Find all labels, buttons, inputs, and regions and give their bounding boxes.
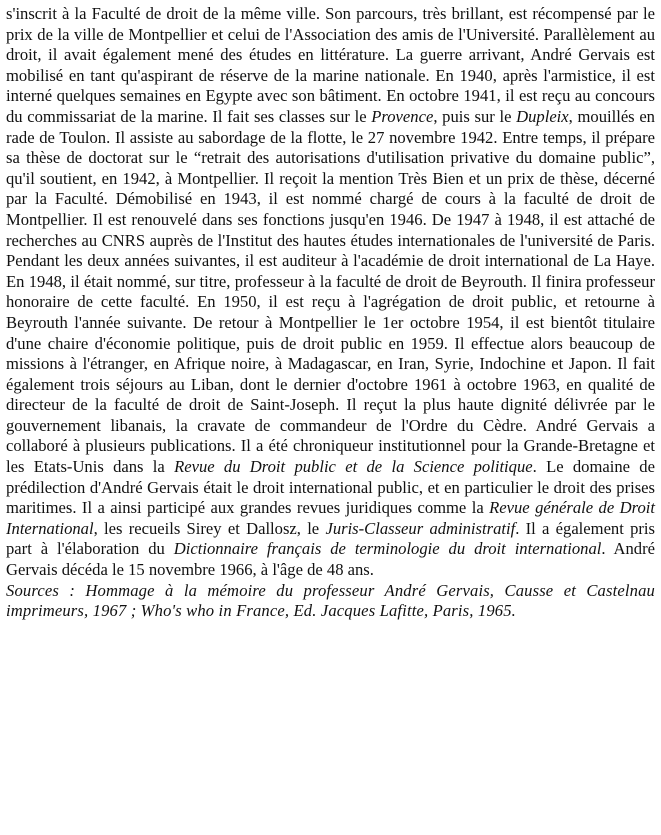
biography-paragraph	[6, 4, 655, 581]
text-segment: , puis sur le	[433, 106, 517, 126]
publication-title: Revue générale de Droit International	[6, 498, 655, 538]
ship-name-provence: Provence	[371, 106, 434, 126]
document-page	[6, 4, 655, 622]
publication-title: Dictionnaire français de terminologie du droit international	[173, 539, 602, 559]
publication-title: Juris-Classeur administratif	[325, 518, 516, 538]
text-segment: . Le domaine de prédilection d'André Gervais était le droit international public, et en particulier le droit des prises maritimes. Il a ainsi participé aux grandes revues juridiques comme la	[6, 457, 655, 518]
text-segment: s'inscrit à la Faculté de droit de la même ville. Son parcours, très brillant, est récompensé par le prix de la ville de Montpellier et celui de l'Association des amis de l'Université. Parallèlement au droit, il avait également mené des études en littérature. La guerre arrivant, André Gervais est mobilisé en tant qu'aspirant de réserve de la marine nationale. En 1940, après l'armistice, il est interné quelques semaines en Egypte avec son bâtiment. En octobre 1941, il est reçu au concours du commissariat de la marine. Il fait ses classes sur le	[6, 4, 655, 126]
text-segment: , mouillés en rade de Toulon. Il assiste au sabordage de la flotte, le 27 novembre 1942. Entre temps, il prépare sa thèse de doctorat sur le “retrait des autorisations d'utilisation privative du domaine public”, qu'il soutient, en 1942, à Montpellier. Il reçoit la mention Très Bien et un prix de thèse, décerné par la Faculté. Démobilisé en 1943, il est nommé chargé de cours à la faculté de droit de Montpellier. Il est renouvelé dans ses fonctions jusqu'en 1946. De 1947 à 1948, il est attaché de recherches au CNRS auprès de l'Institut des hautes études internationales de l'université de Paris. Pendant les deux années suivantes, il est auditeur à l'académie de droit international de La Haye. En 1948, il était nommé, sur titre, professeur à la faculté de droit de Beyrouth. Il finira professeur honoraire de cette faculté. En 1950, il est reçu à l'agrégation de droit public, et retourne à Beyrouth l'année suivante. De retour à Montpellier le 1er octobre 1954, il est bientôt titulaire d'une chaire d'économie politique, puis de droit public en 1959. Il effectue alors beaucoup de missions à l'étranger, en Afrique noire, à Madagascar, en Iran, Syrie, Indochine et Japon. Il fait également trois séjours au Liban, dont le dernier d'octobre 1961 à octobre 1963, en qualité de directeur de la faculté de droit de Saint-Joseph. Il reçut la plus haute dignité délivrée par le gouvernement libanais, la cravate de commandeur de l'Ordre du Cèdre. André Gervais a collaboré à plusieurs publications. Il a été chroniqueur institutionnel pour la Grande-Bretagne et les Etats-Unis dans la	[6, 106, 655, 477]
ship-name-dupleix: Dupleix	[516, 106, 569, 126]
publication-title: Revue du Droit public et de la Science politique	[174, 457, 533, 477]
text-segment: , les recueils Sirey et Dallosz, le	[93, 518, 326, 538]
sources-note: Sources : Hommage à la mémoire du professeur André Gervais, Causse et Castelnau imprimeurs, 1967 ; Who's who in France, Ed. Jacques Lafitte, Paris, 1965.	[6, 580, 655, 621]
text-segment: . Il a également pris part à l'élaboration du	[6, 518, 655, 559]
text-segment: . André Gervais décéda le 15 novembre 1966, à l'âge de 48 ans.	[6, 539, 655, 580]
